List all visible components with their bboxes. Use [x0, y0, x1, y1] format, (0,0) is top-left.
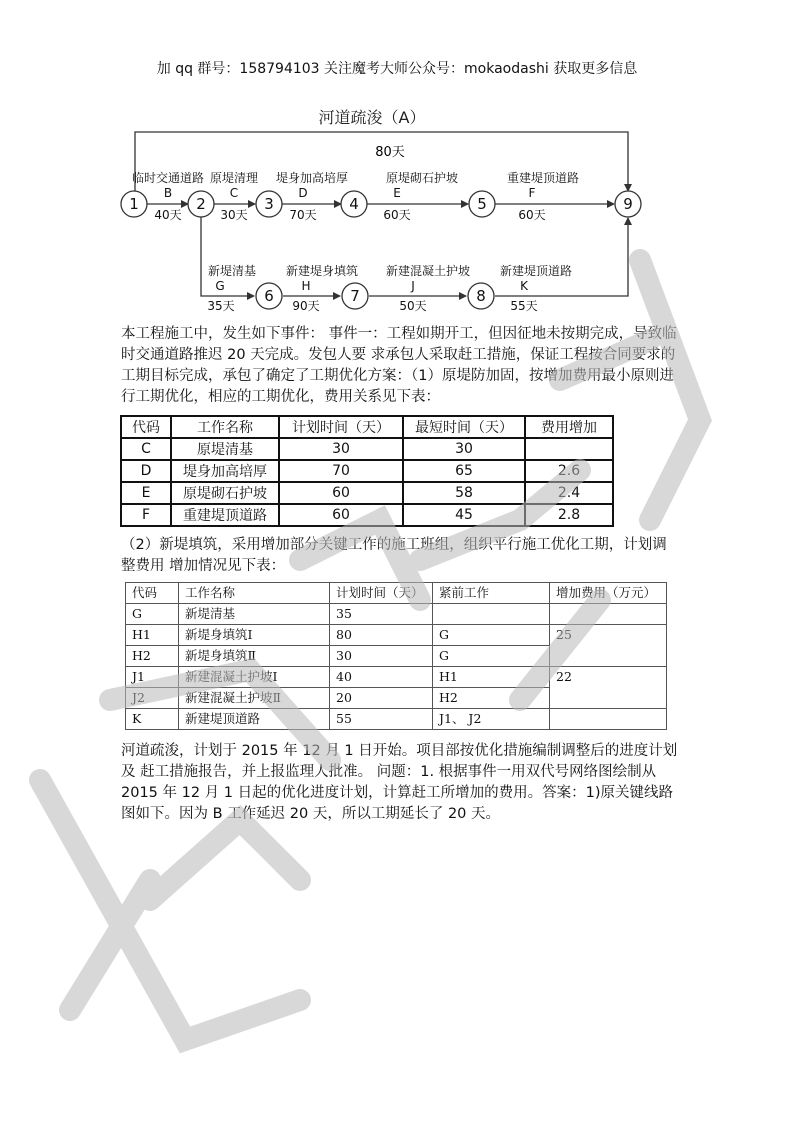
- table-row: [121, 504, 613, 526]
- task-k-duration: 55天: [510, 299, 538, 313]
- col-name-header: 工作名称: [171, 416, 279, 438]
- table-row: [121, 438, 613, 460]
- task-e-code: E: [393, 186, 401, 200]
- network-diagram: [0, 0, 794, 330]
- col-min-header: 最短时间（天）: [403, 416, 525, 438]
- cell: 新建混凝土护坡Ⅰ: [179, 667, 330, 688]
- task-e-name: 原堤砌石护坡: [385, 171, 459, 185]
- table-header-row: [126, 583, 667, 604]
- table-row: [121, 460, 613, 482]
- cell: J1: [126, 667, 179, 688]
- cell: 45: [403, 504, 525, 526]
- task-d-code: D: [298, 186, 308, 200]
- cell: 65: [403, 460, 525, 482]
- node-5-label: 5: [477, 195, 487, 213]
- cell: 60: [279, 504, 403, 526]
- cell: J2: [126, 688, 179, 709]
- task-d-name: 堤身加高培厚: [275, 171, 349, 185]
- task-h-name: 新建堤身填筑: [285, 264, 359, 278]
- cell: J1、 J2: [433, 709, 550, 730]
- header-note: 加 qq 群号：158794103 关注魔考大师公众号：mokaodashi 获取更多信息: [156, 61, 638, 77]
- table-row: [126, 604, 667, 625]
- cell: 58: [403, 482, 525, 504]
- col-code-header: 代码: [121, 416, 171, 438]
- col-plan-header: 计划时间（天）: [279, 416, 403, 438]
- task-c-duration: 30天: [220, 208, 248, 222]
- node-3-label: 3: [264, 195, 274, 213]
- cell: K: [126, 709, 179, 730]
- task-k-name: 新建堤顶道路: [499, 264, 573, 278]
- cell: 30: [330, 646, 433, 667]
- node-9-label: 9: [623, 195, 633, 213]
- table-row: [126, 625, 667, 646]
- task-h-code: H: [301, 279, 311, 293]
- table-row: [126, 667, 667, 688]
- cell: H2: [433, 688, 550, 709]
- cell: D: [121, 460, 171, 482]
- col-name-header: 工作名称: [179, 583, 330, 604]
- cell: 55: [330, 709, 433, 730]
- task-k-code: K: [520, 279, 528, 293]
- cell: 80: [330, 625, 433, 646]
- cell: 原堤砌石护坡: [171, 482, 279, 504]
- task-g-code: G: [215, 279, 225, 293]
- cell: 新堤身填筑Ⅱ: [179, 646, 330, 667]
- cell: [433, 604, 550, 625]
- cell: 60: [279, 482, 403, 504]
- cell: [550, 604, 667, 625]
- col-cost-header: 费用增加: [525, 416, 613, 438]
- cell: H1: [126, 625, 179, 646]
- task-b-code: B: [163, 186, 173, 200]
- table-row: [121, 482, 613, 504]
- cell: [525, 438, 613, 460]
- cell: 2.6: [525, 460, 613, 482]
- cell: G: [433, 625, 550, 646]
- task-c-name: 原堤清理: [209, 171, 259, 185]
- cell: 新堤身填筑Ⅰ: [179, 625, 330, 646]
- col-pred-header: 紧前工作: [433, 583, 550, 604]
- task-j-name: 新建混凝土护坡: [385, 264, 471, 278]
- cell: 新建堤顶道路: [179, 709, 330, 730]
- task-c-code: C: [229, 186, 239, 200]
- task-g-name: 新堤清基: [207, 264, 257, 278]
- event-paragraph: 本工程施工中，发生如下事件： 事件一：工程如期开工，但因征地未按期完成，导致临时交通道路推迟 20 天完成。发包人要 求承包人采取赶工措施，保证工程按合同要求的工期目标完成，承包了确定了工期优化方案：（1）原堤防加固，按增加费用最小原则进行工期优化，相应的工期优化，费用关系见下表：: [121, 326, 677, 405]
- task-f-code: F: [528, 186, 536, 200]
- cell: H1: [433, 667, 550, 688]
- task-g-duration: 35天: [207, 299, 235, 313]
- table-header-row: [121, 416, 613, 438]
- node-2-label: 2: [196, 195, 206, 213]
- task-j-code: J: [411, 279, 415, 293]
- cost-cell-group2: 22: [550, 667, 667, 709]
- measure-paragraph: （2）新堤填筑，采用增加部分关键工作的施工班组，组织平行施工优化工期，计划调整费用 增加情况见下表：: [121, 537, 667, 574]
- cell: G: [126, 604, 179, 625]
- node-8-label: 8: [476, 287, 486, 305]
- arrow-2-6: [201, 217, 257, 296]
- cell: G: [433, 646, 550, 667]
- cell: 35: [330, 604, 433, 625]
- cell: E: [121, 482, 171, 504]
- table-row: [126, 709, 667, 730]
- col-cost-header: 增加费用（万元）: [550, 583, 667, 604]
- cell: 30: [403, 438, 525, 460]
- cell: 70: [279, 460, 403, 482]
- cell: H2: [126, 646, 179, 667]
- cell: 2.8: [525, 504, 613, 526]
- task-d-duration: 70天: [289, 208, 317, 222]
- col-plan-header: 计划时间（天）: [330, 583, 433, 604]
- node-1-label: 1: [129, 195, 139, 213]
- task-b-name: 临时交通道路: [131, 171, 205, 185]
- cost-cell-group1: 25: [550, 625, 667, 667]
- cell: 30: [279, 438, 403, 460]
- cell: 2.4: [525, 482, 613, 504]
- node-7-label: 7: [350, 287, 360, 305]
- node-4-label: 4: [349, 195, 359, 213]
- optimization-cost-table: [120, 415, 614, 527]
- arrow-8-9: [495, 218, 628, 296]
- cell: 原堤清基: [171, 438, 279, 460]
- top-arrow-duration: 80天: [375, 145, 405, 160]
- node-6-label: 6: [264, 287, 274, 305]
- cell: 20: [330, 688, 433, 709]
- cell: F: [121, 504, 171, 526]
- task-h-duration: 90天: [292, 299, 320, 313]
- cell: 40: [330, 667, 433, 688]
- cell: C: [121, 438, 171, 460]
- task-f-name: 重建堤顶道路: [506, 171, 580, 185]
- new-dike-cost-table: [125, 582, 667, 730]
- task-e-duration: 60天: [383, 208, 411, 222]
- task-f-duration: 60天: [518, 208, 546, 222]
- diagram-title: 河道疏浚（A）: [318, 108, 426, 127]
- task-b-duration: 40天: [154, 208, 182, 222]
- cell: 新建混凝土护坡Ⅱ: [179, 688, 330, 709]
- cell: 堤身加高培厚: [171, 460, 279, 482]
- task-j-duration: 50天: [399, 299, 427, 313]
- col-code-header: 代码: [126, 583, 179, 604]
- cell: 新堤清基: [179, 604, 330, 625]
- cell: 重建堤顶道路: [171, 504, 279, 526]
- question-answer-paragraph: 河道疏浚，计划于 2015 年 12 月 1 日开始。项目部按优化措施编制调整后的进度计划及 赶工措施报告，并上报监理人批准。 问题：1. 根据事件一用双代号网络图绘制从 2015 年 12 月 1 日起的优化进度计划，计算赶工所增加的费用。答案：1)原关键线路图如下。因为 B 工作延迟 20 天，所以工期延长了 20 天。: [121, 743, 678, 822]
- cell: [550, 709, 667, 730]
